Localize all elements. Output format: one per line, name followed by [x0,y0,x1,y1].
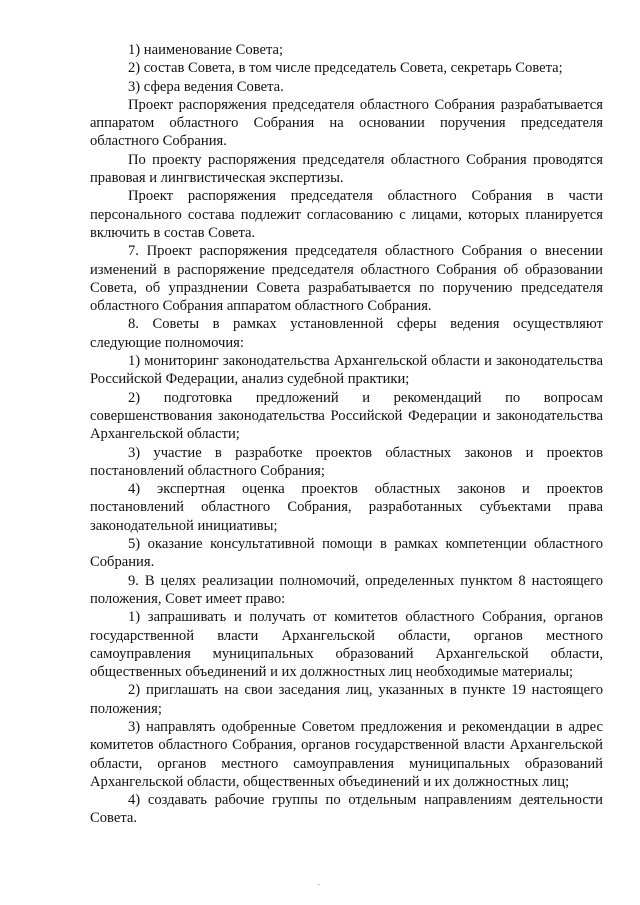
document-body [90,41,603,828]
clause-8-item-1: 1) мониторинг законодательства Архангельской области и законодательства Российской Федерации, анализ судебной практики; [90,353,603,388]
clause-9: 9. В целях реализации полномочий, определенных пунктом 8 настоящего положения, Совет имеет право: [90,572,603,607]
clause-9-item-4: 4) создавать рабочие группы по отдельным направлениям деятельности Совета. [90,792,603,827]
paragraph-draft-preparation: Проект распоряжения председателя областного Собрания разрабатывается аппаратом областного Собрания на основании поручения председателя областного Собрания. [90,96,603,150]
scan-speck [318,884,320,885]
list-item-council-scope: 3) сфера ведения Совета. [128,78,284,95]
clause-8-item-3: 3) участие в разработке проектов областных законов и проектов постановлений областного Собрания; [90,444,603,479]
clause-9-item-3: 3) направлять одобренные Советом предложения и рекомендации в адрес комитетов областного Собрания, органов государственной власти Архангельской области, органов местного самоуправления муниципальных образований Архангельской области, общественных объединений и их должностных лиц; [90,718,603,790]
clause-8-item-4: 4) экспертная оценка проектов областных законов и проектов постановлений областного Собрания, разработанных субъектами права законодательной инициативы; [90,481,603,534]
clause-9-item-2: 2) приглашать на свои заседания лиц, указанных в пункте 19 настоящего положения; [90,682,603,717]
clause-9-item-1: 1) запрашивать и получать от комитетов областного Собрания, органов государственной власти Архангельской области, органов местного самоуправления муниципальных образований Архангельской области, общественных объединений и их должностных лиц необходимые материалы; [90,609,603,681]
clause-7: 7. Проект распоряжения председателя областного Собрания о внесении изменений в распоряжение председателя областного Собрания об образовании Совета, об упразднении Совета разрабатывается по поручению председателя областного Собрания аппаратом областного Собрания. [90,243,603,315]
clause-8-item-2: 2) подготовка предложений и рекомендаций по вопросам совершенствования законодательства Российской Федерации и законодательства Архангельской области; [90,389,603,443]
paragraph-personnel-approval: Проект распоряжения председателя областного Собрания в части персонального состава подлежит согласованию с лицами, которых планируется включить в состав Совета. [90,188,603,241]
paragraph-expert-review: По проекту распоряжения председателя областного Собрания проводятся правовая и лингвистическая экспертизы. [90,151,603,187]
list-item-council-composition: 2) состав Совета, в том числе председатель Совета, секретарь Совета; [128,60,563,77]
clause-8-item-5: 5) оказание консультативной помощи в рамках компетенции областного Собрания. [90,536,603,571]
list-item-council-name: 1) наименование Совета; [128,42,284,58]
clause-8: 8. Советы в рамках установленной сферы ведения осуществляют следующие полномочия: [90,316,603,351]
